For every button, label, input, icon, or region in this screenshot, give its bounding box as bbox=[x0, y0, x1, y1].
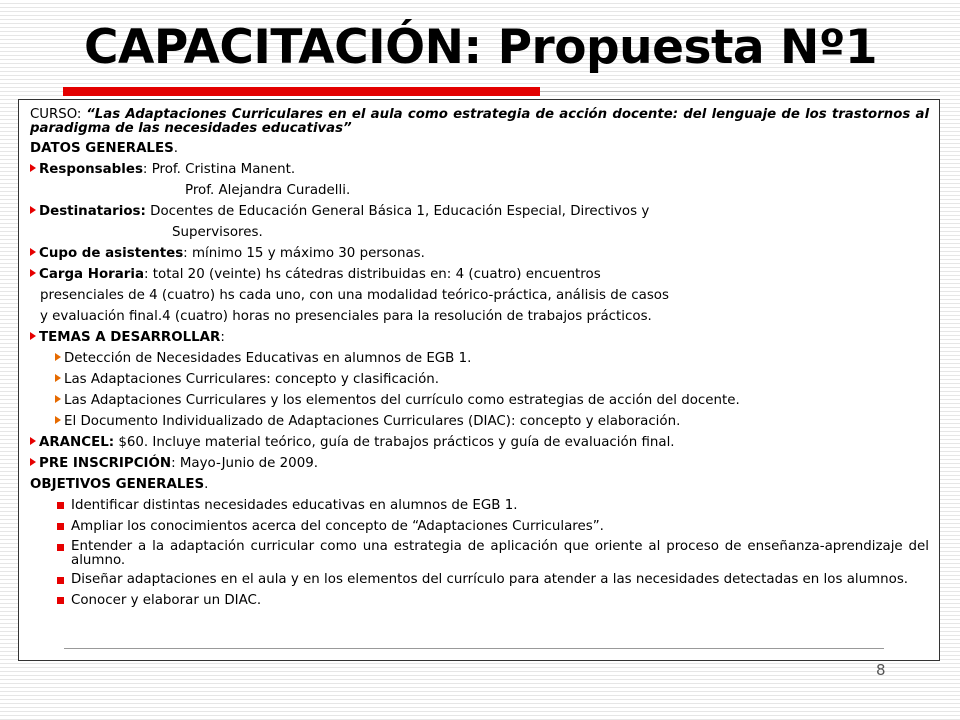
arrow-bullet-icon bbox=[30, 458, 36, 466]
arancel-text: $60. Incluye material teórico, guía de trabajos prácticos y guía de evaluación final. bbox=[114, 435, 675, 450]
destinatarios-row bbox=[30, 204, 929, 219]
carga-text: : total 20 (veinte) hs cátedras distribuidas en: 4 (cuatro) encuentros bbox=[144, 267, 601, 282]
course-name: “Las Adaptaciones Curriculares en el aula como estrategia de acción docente: del lenguaje de los trastornos al paradigma de las necesidades educativas” bbox=[30, 107, 929, 136]
square-bullet-icon bbox=[57, 577, 64, 584]
arrow-bullet-icon bbox=[30, 332, 36, 340]
tema-item: El Documento Individualizado de Adaptaciones Curriculares (DIAC): concepto y elaboración. bbox=[30, 414, 929, 429]
carga-label: Carga Horaria bbox=[39, 267, 145, 282]
arrow-outline-bullet-icon bbox=[55, 395, 61, 403]
general-heading: DATOS GENERALES bbox=[30, 141, 174, 156]
destinatarios-label: Destinatarios: bbox=[39, 204, 146, 219]
arancel-label: ARANCEL: bbox=[39, 435, 115, 450]
carga-row-3: y evaluación final.4 (cuatro) horas no presenciales para la resolución de trabajos prácticos. bbox=[40, 309, 652, 324]
arrow-bullet-icon bbox=[30, 164, 36, 172]
temas-label: TEMAS A DESARROLLAR bbox=[39, 330, 221, 345]
slide-title: CAPACITACIÓN: Propuesta Nº1 bbox=[84, 20, 878, 75]
course-prefix: CURSO: bbox=[30, 107, 87, 122]
destinatarios-row-2: Supervisores. bbox=[172, 225, 263, 240]
arrow-outline-bullet-icon bbox=[55, 353, 61, 361]
arrow-bullet-icon bbox=[30, 248, 36, 256]
cupo-text: : mínimo 15 y máximo 30 personas. bbox=[183, 246, 425, 261]
bottom-divider bbox=[64, 648, 884, 649]
title-underline-gray bbox=[540, 91, 940, 92]
carga-row-2: presenciales de 4 (cuatro) hs cada uno, con una modalidad teórico-práctica, análisis de casos bbox=[40, 288, 669, 303]
objectives-heading-row: OBJETIVOS GENERALES. bbox=[30, 477, 209, 492]
cupo-label: Cupo de asistentes bbox=[39, 246, 184, 261]
arrow-bullet-icon bbox=[30, 206, 36, 214]
temas-heading-row: TEMAS A DESARROLLAR: bbox=[30, 330, 929, 345]
objective-item: Conocer y elaborar un DIAC. bbox=[30, 593, 929, 608]
arrow-bullet-icon bbox=[30, 269, 36, 277]
pre-inscripcion-label: PRE INSCRIPCIÓN bbox=[39, 456, 172, 471]
general-heading-row: DATOS GENERALES. bbox=[30, 141, 179, 156]
responsables-text: : Prof. Cristina Manent. bbox=[142, 162, 296, 177]
responsables-label: Responsables bbox=[39, 162, 143, 177]
objective-item: Identificar distintas necesidades educativas en alumnos de EGB 1. bbox=[30, 498, 929, 513]
arrow-outline-bullet-icon bbox=[55, 374, 61, 382]
objective-item: Entender a la adaptación curricular como una estrategia de aplicación que oriente al proceso de enseñanza-aprendizaje del alumno. bbox=[30, 540, 929, 567]
page-number: 8 bbox=[876, 661, 886, 679]
pre-inscripcion-text: : Mayo-Junio de 2009. bbox=[171, 456, 319, 471]
content-box bbox=[18, 99, 940, 661]
arrow-outline-bullet-icon bbox=[55, 416, 61, 424]
cupo-row bbox=[30, 246, 929, 261]
carga-row bbox=[30, 267, 929, 282]
tema-item: Las Adaptaciones Curriculares: concepto y clasificación. bbox=[30, 372, 929, 387]
tema-item: Las Adaptaciones Curriculares y los elementos del currículo como estrategias de acción del docente. bbox=[30, 393, 929, 408]
pre-inscripcion-row bbox=[30, 456, 929, 471]
square-bullet-icon bbox=[57, 597, 64, 604]
arrow-bullet-icon bbox=[30, 437, 36, 445]
square-bullet-icon bbox=[57, 502, 64, 509]
title-underline-red bbox=[63, 87, 540, 96]
square-bullet-icon bbox=[57, 544, 64, 551]
objective-item: Ampliar los conocimientos acerca del concepto de “Adaptaciones Curriculares”. bbox=[30, 519, 929, 534]
objectives-heading: OBJETIVOS GENERALES bbox=[30, 477, 205, 492]
destinatarios-text: Docentes de Educación General Básica 1, Educación Especial, Directivos y bbox=[145, 204, 650, 219]
tema-item: Detección de Necesidades Educativas en alumnos de EGB 1. bbox=[30, 351, 929, 366]
objective-item: Diseñar adaptaciones en el aula y en los elementos del currículo para atender a las necesidades detectadas en los alumnos. bbox=[30, 573, 929, 587]
responsables-row-2: Prof. Alejandra Curadelli. bbox=[185, 183, 351, 198]
responsables-row bbox=[30, 162, 929, 177]
arancel-row bbox=[30, 435, 929, 450]
square-bullet-icon bbox=[57, 523, 64, 530]
course-line bbox=[30, 108, 929, 135]
